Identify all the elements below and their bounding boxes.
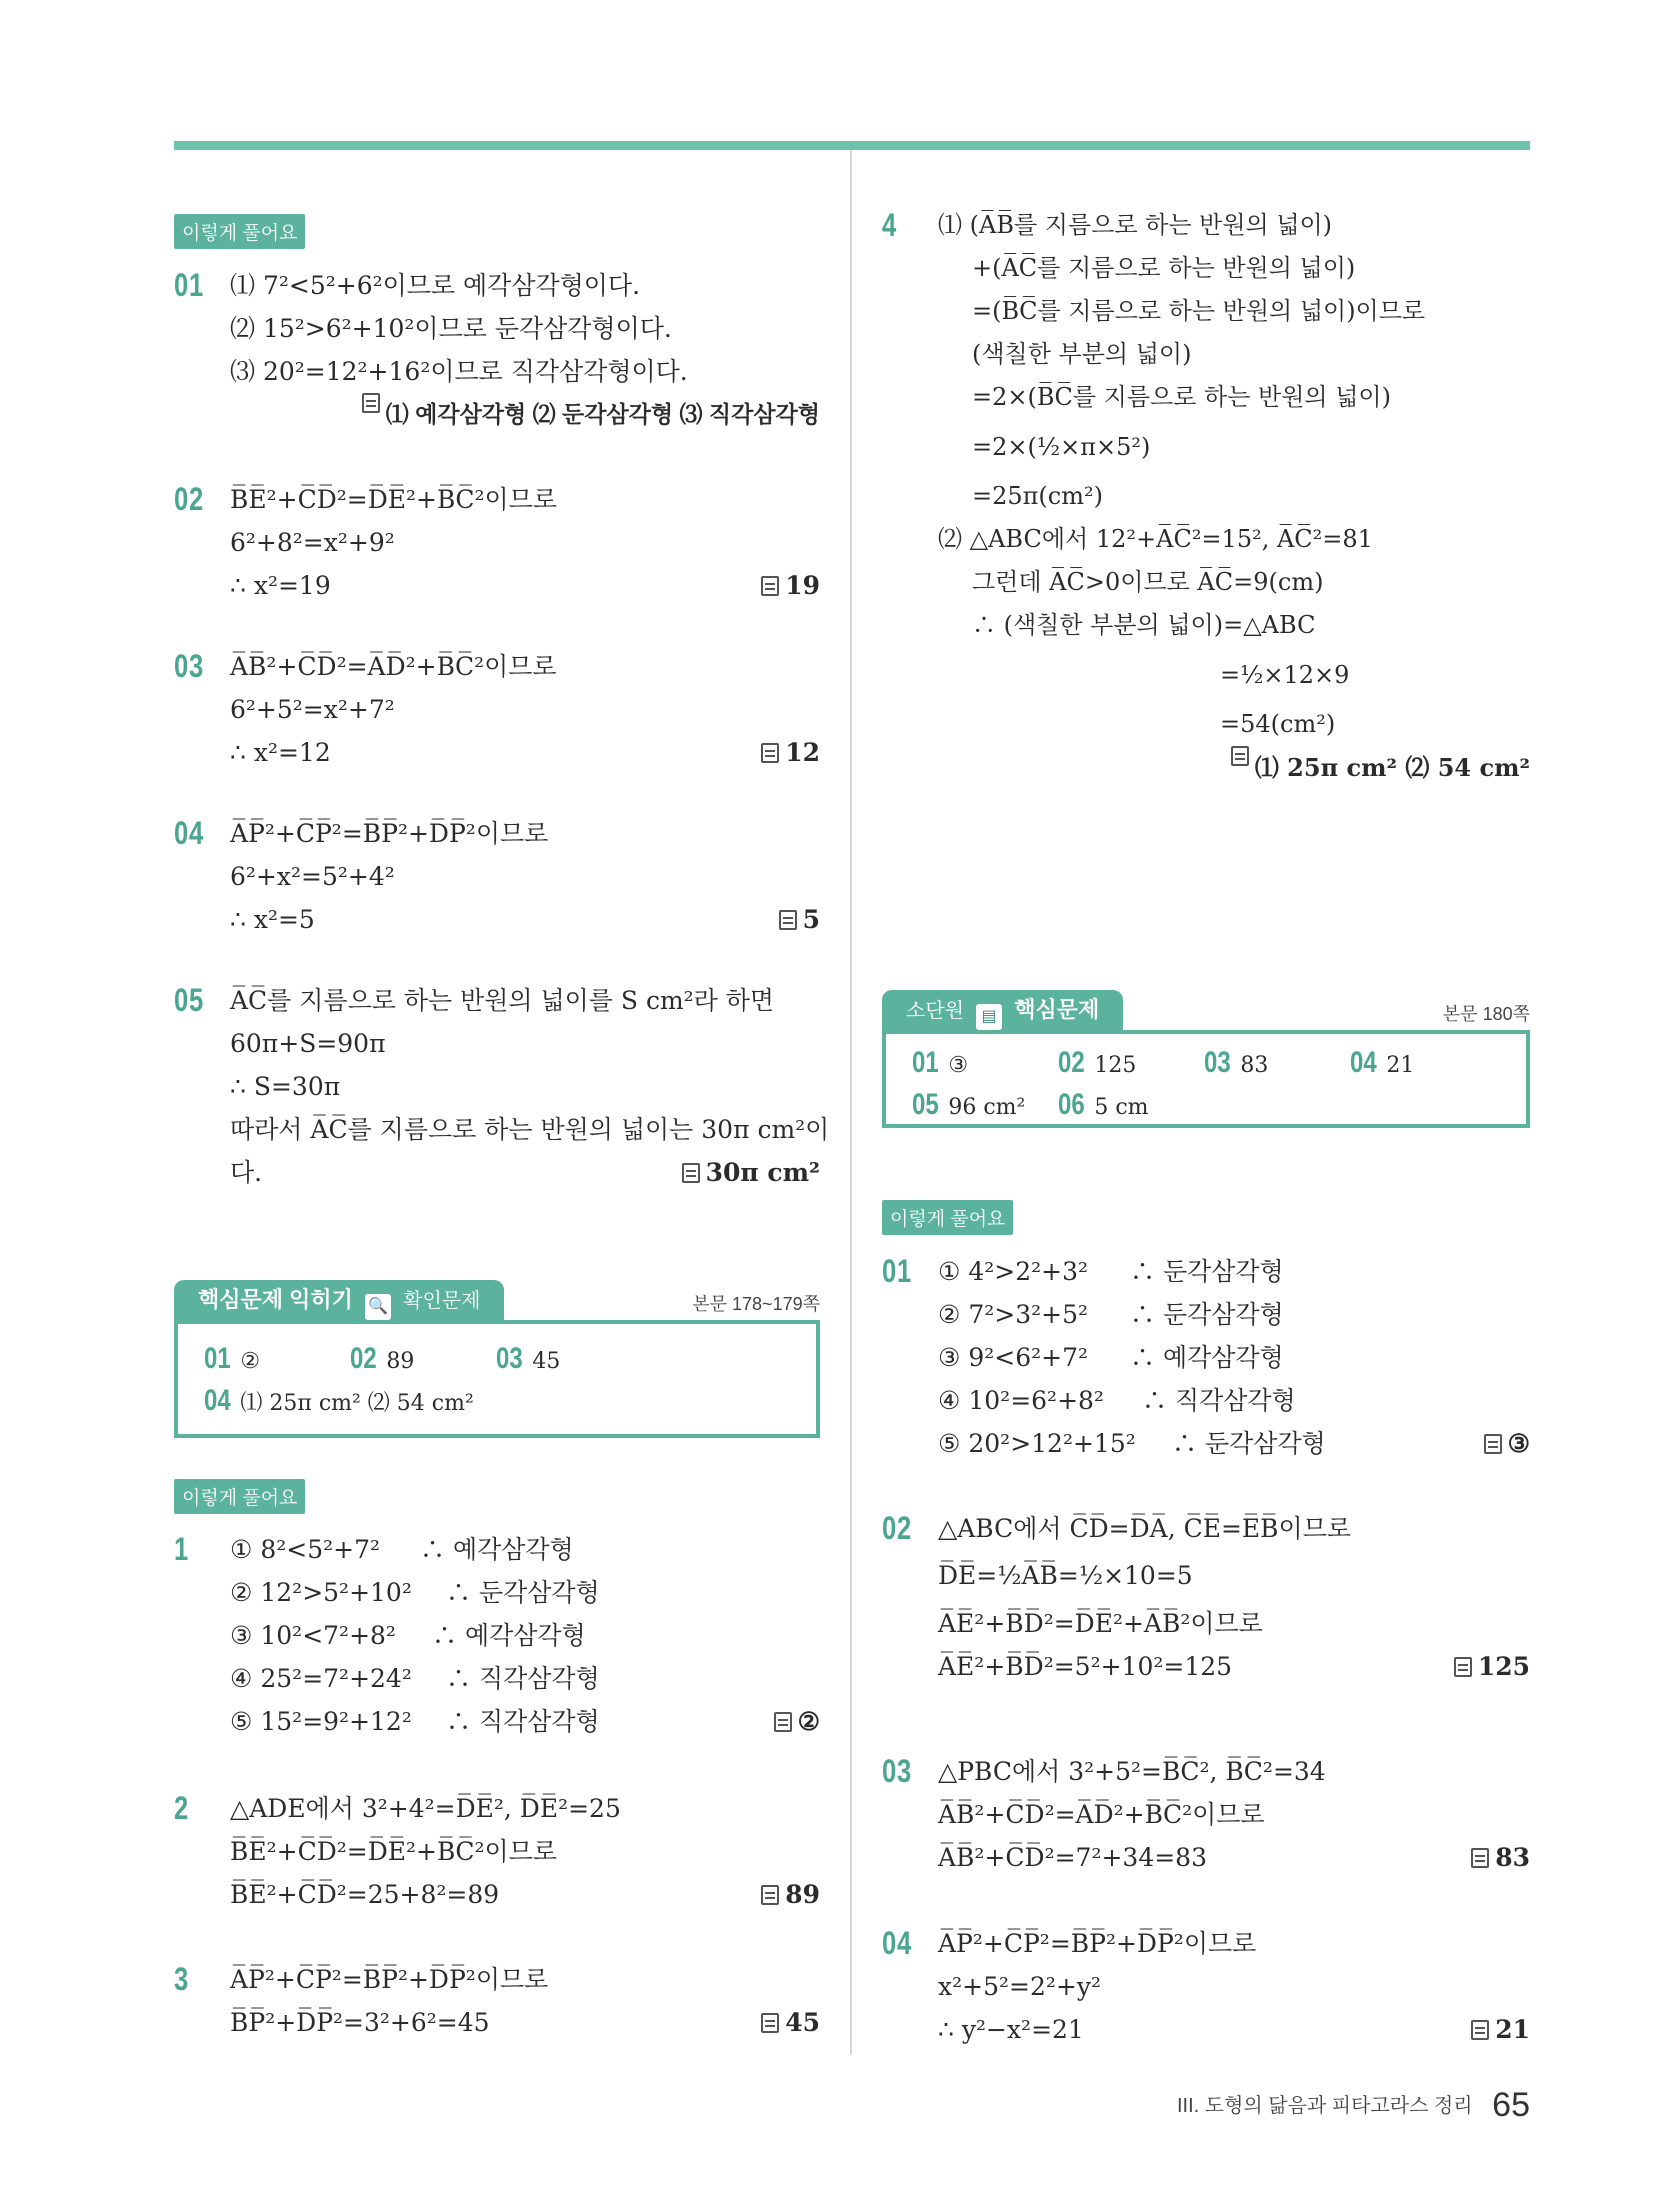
answer-item (1058, 1088, 1204, 1122)
answer-row (938, 746, 1530, 789)
answer-text: 5 (802, 905, 820, 934)
answer-text: 12 (785, 738, 820, 767)
problem-number: 01 (882, 1253, 913, 1289)
solution-line (230, 1571, 820, 1614)
answer-item (204, 1342, 350, 1376)
solution-line: ⑶ 20²=12²+16²이므로 직각삼각형이다. (230, 357, 688, 386)
answer-text: 30π cm² (705, 1158, 820, 1187)
solution-line (938, 1293, 1530, 1336)
solution-line: A̅B̅²+C̅D̅²=A̅D̅²+B̅C̅²이므로 (230, 652, 557, 681)
answer-icon (761, 2013, 779, 2033)
solution-answer-row (230, 2001, 820, 2044)
answer-grid (204, 1342, 790, 1418)
answer-icon (362, 393, 380, 413)
page-reference: 본문 178~179쪽 (692, 1294, 820, 1314)
solution-line: ∴ x²=19 (230, 571, 331, 600)
problem-02-right (882, 1507, 1530, 1688)
chapter-title: III. 도형의 닮음과 피타고라스 정리 (1176, 2095, 1473, 2117)
inequality: ⑤ 20²>12²+15² (938, 1429, 1136, 1458)
problem-4 (882, 204, 1530, 789)
answer-icon (774, 1712, 792, 1732)
solution-line: +(A̅C̅를 지름으로 하는 반원의 넓이) (972, 254, 1356, 282)
solution-line: ⑵ △ABC에서 12²+A̅C̅²=15², A̅C̅²=81 (938, 525, 1373, 553)
solution-line: △ABC에서 C̅D̅=D̅A̅, C̅E̅=E̅B̅이므로 (938, 1514, 1351, 1543)
magnifier-icon: 🔍 (365, 1294, 391, 1320)
answer-item (1204, 1046, 1350, 1080)
solution-line: B̅E̅²+C̅D̅²=D̅E̅²+B̅C̅²이므로 (230, 1837, 557, 1866)
item-number: 05 (912, 1088, 939, 1121)
solution-line (230, 1657, 820, 1700)
problem-01 (174, 264, 820, 436)
box-header (174, 1280, 820, 1320)
item-value: ② (240, 1349, 261, 1374)
solution-line: A̅E̅²+B̅D̅²=5²+10²=125 (938, 1652, 1233, 1681)
problem-number: 4 (882, 207, 898, 243)
conclusion: ∴ 직각삼각형 (446, 1664, 600, 1693)
solution-line: 따라서 A̅C̅를 지름으로 하는 반원의 넓이는 30π cm²이 (230, 1115, 830, 1144)
problem-number: 02 (882, 1510, 913, 1546)
item-value: 89 (386, 1349, 415, 1374)
answer-icon (1471, 1848, 1489, 1868)
box-tab (174, 1280, 504, 1320)
solution-line: B̅P̅²+D̅P̅²=3²+6²=45 (230, 2008, 490, 2037)
answer-text: 125 (1477, 1652, 1530, 1681)
solution-line: 6²+x²=5²+4² (230, 862, 395, 891)
inequality: ① 8²<5²+7² (230, 1535, 381, 1564)
solution-line: ⑵ 15²>6²+10²이므로 둔각삼각형이다. (230, 314, 672, 343)
solution-answer-row (230, 731, 820, 774)
item-number: 06 (1058, 1088, 1085, 1121)
answer-icon (682, 1163, 700, 1183)
solution-tag: 이렇게 풀어요 (174, 214, 305, 249)
solution-answer-row (230, 1700, 820, 1743)
solution-line: △PBC에서 3²+5²=B̅C̅², B̅C̅²=34 (938, 1757, 1326, 1786)
item-number: 04 (1350, 1046, 1377, 1079)
conclusion: ∴ 예각삼각형 (432, 1621, 586, 1650)
conclusion: ∴ 예각삼각형 (420, 1535, 574, 1564)
solution-line: 6²+8²=x²+9² (230, 528, 395, 557)
solution-line: =(B̅C̅를 지름으로 하는 반원의 넓이)이므로 (972, 297, 1426, 325)
problem-02 (174, 478, 820, 607)
box-title: 핵심문제 익히기 (198, 1287, 353, 1312)
item-number: 03 (496, 1342, 523, 1375)
answer-item (1350, 1046, 1496, 1080)
solution-line: D̅E̅=½A̅B̅=½×10=5 (938, 1561, 1193, 1590)
solution-tag: 이렇게 풀어요 (882, 1200, 1013, 1235)
inequality: ④ 10²=6²+8² (938, 1386, 1104, 1415)
problem-03 (174, 645, 820, 774)
solution-line: =½×12×9 (1220, 661, 1350, 689)
column-divider (850, 150, 852, 2055)
item-value: 125 (1094, 1053, 1137, 1078)
problem-05 (174, 979, 830, 1194)
inequality: ⑤ 15²=9²+12² (230, 1707, 412, 1736)
solution-line: A̅P̅²+C̅P̅²=B̅P̅²+D̅P̅²이므로 (230, 1965, 549, 1994)
inequality: ④ 25²=7²+24² (230, 1664, 412, 1693)
item-number: 01 (204, 1342, 231, 1375)
solution-line: x²+5²=2²+y² (938, 1972, 1101, 2001)
solution-line: ∴ x²=12 (230, 738, 331, 767)
solution-line: =25π(cm²) (972, 482, 1103, 510)
solution-line: A̅P̅²+C̅P̅²=B̅P̅²+D̅P̅²이므로 (938, 1929, 1257, 1958)
solution-line: (색칠한 부분의 넓이) (972, 340, 1192, 368)
problem-3 (174, 1958, 820, 2044)
item-number: 01 (912, 1046, 939, 1079)
top-accent-bar (174, 141, 1530, 150)
answer-item (912, 1088, 1058, 1122)
solution-line (938, 1250, 1530, 1293)
solution-line: △ADE에서 3²+4²=D̅E̅², D̅E̅²=25 (230, 1794, 621, 1823)
item-value: 96 cm² (948, 1095, 1026, 1120)
box-title: 핵심문제 (1014, 997, 1100, 1022)
answer-text: 21 (1495, 2015, 1530, 2044)
box-header (882, 990, 1530, 1030)
inequality: ③ 9²<6²+7² (938, 1343, 1089, 1372)
problem-number: 02 (174, 481, 205, 517)
solution-answer-row (938, 1836, 1530, 1879)
answer-icon (761, 1885, 779, 1905)
answer-row (230, 393, 820, 436)
solution-answer-row (230, 1873, 820, 1916)
solution-line: =2×(½×π×5²) (972, 433, 1151, 461)
solution-line: =2×(B̅C̅를 지름으로 하는 반원의 넓이) (972, 383, 1391, 411)
problem-04 (174, 812, 820, 941)
conclusion: ∴ 직각삼각형 (1142, 1386, 1296, 1415)
solution-line: ⑴ (A̅B̅를 지름으로 하는 반원의 넓이) (938, 211, 1333, 239)
solution-line (938, 1336, 1530, 1379)
problem-number: 04 (882, 1925, 913, 1961)
answer-item (1058, 1046, 1204, 1080)
solution-line (938, 1379, 1530, 1422)
problem-number: 2 (174, 1790, 190, 1826)
answer-item (204, 1384, 788, 1418)
item-number: 03 (1204, 1046, 1231, 1079)
solution-line: 60π+S=90π (230, 1029, 386, 1058)
answer-icon (1231, 746, 1249, 766)
answer-text: 19 (785, 571, 820, 600)
item-value: 5 cm (1094, 1095, 1149, 1120)
answer-box (882, 1030, 1530, 1128)
box-title-prefix: 소단원 (906, 1000, 964, 1022)
page-number: 65 (1492, 2086, 1530, 2124)
solution-line: 다. (230, 1158, 263, 1187)
document-icon: ▤ (976, 1004, 1002, 1030)
answer-icon (761, 743, 779, 763)
conclusion: ∴ 직각삼각형 (446, 1707, 600, 1736)
answer-text: ② (797, 1707, 820, 1736)
problem-1 (174, 1528, 820, 1743)
item-value: ③ (948, 1053, 969, 1078)
solution-line: ∴ S=30π (230, 1072, 341, 1101)
answer-icon (1471, 2020, 1489, 2040)
problem-number: 05 (174, 982, 205, 1018)
answer-item (350, 1342, 496, 1376)
item-number: 02 (350, 1342, 377, 1375)
answer-box (174, 1320, 820, 1438)
solution-answer-row (938, 2008, 1530, 2051)
solution-line: A̅P̅²+C̅P̅²=B̅P̅²+D̅P̅²이므로 (230, 819, 549, 848)
answer-icon (1484, 1434, 1502, 1454)
conclusion: ∴ 예각삼각형 (1130, 1343, 1284, 1372)
conclusion: ∴ 둔각삼각형 (1130, 1300, 1284, 1329)
page-reference: 본문 180쪽 (1442, 1004, 1530, 1024)
problem-2 (174, 1787, 820, 1916)
item-value: 45 (532, 1349, 561, 1374)
answer-text: ③ (1507, 1429, 1530, 1458)
solution-line: ∴ y²−x²=21 (938, 2015, 1084, 2044)
solution-line: ∴ (색칠한 부분의 넓이)=△ABC (972, 611, 1316, 639)
inequality: ② 7²>3²+5² (938, 1300, 1089, 1329)
solution-answer-row (230, 1151, 820, 1194)
solution-tag: 이렇게 풀어요 (174, 1479, 305, 1514)
item-value: 83 (1240, 1053, 1269, 1078)
answer-item (496, 1342, 642, 1376)
solution-line: A̅B̅²+C̅D̅²=7²+34=83 (938, 1843, 1207, 1872)
answer-text: ⑴ 25π cm² ⑵ 54 cm² (1254, 753, 1530, 782)
solution-line: A̅B̅²+C̅D̅²=A̅D̅²+B̅C̅²이므로 (938, 1800, 1265, 1829)
solution-answer-row (938, 1422, 1530, 1465)
problem-04-right (882, 1922, 1530, 2051)
problem-01-right (882, 1250, 1530, 1465)
key-problems-box (174, 1280, 820, 1438)
problem-number: 03 (882, 1753, 913, 1789)
solution-line: 6²+5²=x²+7² (230, 695, 395, 724)
solution-answer-row (230, 898, 820, 941)
solution-line (230, 1614, 820, 1657)
solution-answer-row (938, 1645, 1530, 1688)
item-number: 02 (1058, 1046, 1085, 1079)
answer-text: 89 (785, 1880, 820, 1909)
answer-icon (779, 910, 797, 930)
page-footer (1177, 2086, 1530, 2125)
problem-03-right (882, 1750, 1530, 1879)
solution-line: =54(cm²) (1220, 710, 1336, 738)
inequality: ③ 10²<7²+8² (230, 1621, 396, 1650)
problem-number: 03 (174, 648, 205, 684)
solution-line (230, 1528, 820, 1571)
answer-icon (761, 576, 779, 596)
answer-text: ⑴ 예각삼각형 ⑵ 둔각삼각형 ⑶ 직각삼각형 (385, 401, 820, 427)
answer-grid (912, 1046, 1500, 1122)
answer-text: 83 (1495, 1843, 1530, 1872)
solution-line: ∴ x²=5 (230, 905, 315, 934)
solution-answer-row (230, 564, 820, 607)
problem-number: 1 (174, 1531, 190, 1567)
box-tab (882, 990, 1123, 1030)
unit-key-problems-box (882, 990, 1530, 1128)
problem-number: 01 (174, 267, 205, 303)
inequality: ① 4²>2²+3² (938, 1257, 1089, 1286)
solution-line: A̅E̅²+B̅D̅²=D̅E̅²+A̅B̅²이므로 (938, 1609, 1263, 1638)
inequality: ② 12²>5²+10² (230, 1578, 412, 1607)
solution-line: A̅C̅를 지름으로 하는 반원의 넓이를 S cm²라 하면 (230, 986, 775, 1015)
solution-line: B̅E̅²+C̅D̅²=D̅E̅²+B̅C̅²이므로 (230, 485, 557, 514)
item-number: 04 (204, 1384, 231, 1417)
problem-number: 04 (174, 815, 205, 851)
answer-text: 45 (785, 2008, 820, 2037)
problem-number: 3 (174, 1961, 190, 1997)
solution-line: B̅E̅²+C̅D̅²=25+8²=89 (230, 1880, 500, 1909)
box-subtitle: 확인문제 (403, 1290, 481, 1312)
item-value: 21 (1386, 1053, 1415, 1078)
conclusion: ∴ 둔각삼각형 (1172, 1429, 1326, 1458)
solution-line: 그런데 A̅C̅>0이므로 A̅C̅=9(cm) (972, 568, 1324, 596)
conclusion: ∴ 둔각삼각형 (1130, 1257, 1284, 1286)
answer-item (912, 1046, 1058, 1080)
item-value: ⑴ 25π cm² ⑵ 54 cm² (240, 1391, 474, 1416)
solution-line: ⑴ 7²<5²+6²이므로 예각삼각형이다. (230, 271, 641, 300)
conclusion: ∴ 둔각삼각형 (446, 1578, 600, 1607)
answer-icon (1454, 1657, 1472, 1677)
